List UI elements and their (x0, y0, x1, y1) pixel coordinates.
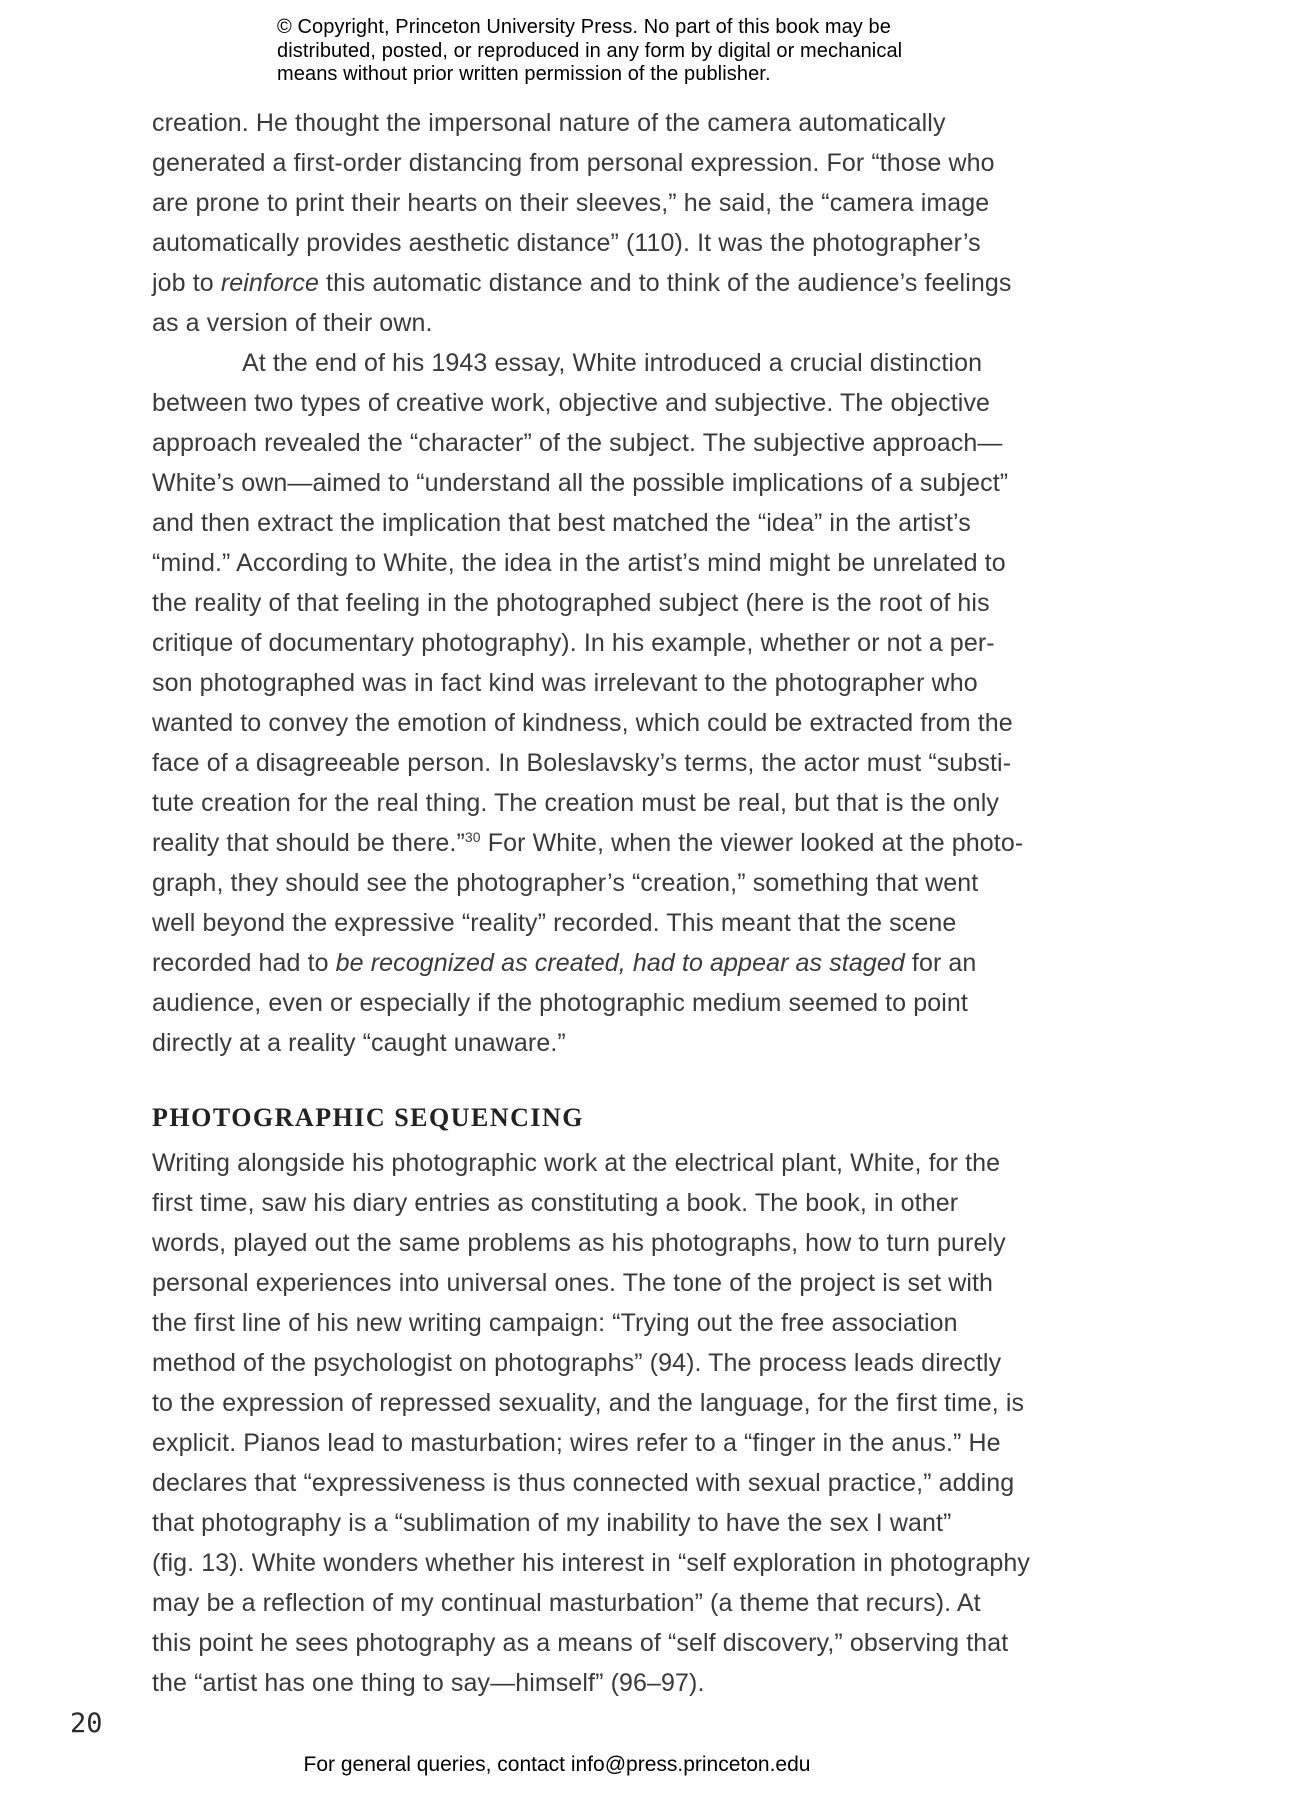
text-line: reality that should be there.”$^{30}$ For White, when the viewer looked at the photo- (152, 829, 1024, 857)
text-line: At the end of his 1943 essay, White introduced a crucial distinction (242, 349, 983, 377)
text-line: “mind.” According to White, the idea in the artist’s mind might be unrelated to (152, 549, 1006, 577)
text-line: the “artist has one thing to say—himself” (96–97). (152, 1669, 705, 1697)
footer-text: For general queries, contact info@press.princeton.edu (303, 1753, 811, 1776)
text-line: face of a disagreeable person. In Boleslavsky’s terms, the actor must “substi- (152, 749, 1012, 777)
text-line: White’s own—aimed to “understand all the possible implications of a subject” (152, 469, 1009, 497)
text-line: are prone to print their hearts on their sleeves,” he said, the “camera image (152, 189, 990, 217)
page-number: 20 (70, 1708, 103, 1739)
copyright-line: means without prior written permission of the publisher. (277, 63, 771, 85)
text-line: wanted to convey the emotion of kindness, which could be extracted from the (152, 709, 1013, 737)
text-line: to the expression of repressed sexuality, and the language, for the first time, is (152, 1389, 1025, 1417)
copyright-notice (277, 16, 902, 87)
text-line: job to reinforce this automatic distance and to think of the audience’s feelings (152, 269, 1012, 297)
text-line: automatically provides aesthetic distance” (110). It was the photographer’s (152, 229, 981, 257)
text-line: critique of documentary photography). In his example, whether or not a per- (152, 629, 995, 657)
page-footer (152, 1752, 962, 1778)
text-line: audience, even or especially if the photographic medium seemed to point (152, 989, 968, 1017)
text-line: personal experiences into universal ones. The tone of the project is set with (152, 1269, 994, 1297)
body-text-upper (152, 103, 1023, 1063)
text-line: well beyond the expressive “reality” recorded. This meant that the scene (152, 909, 957, 937)
text-line: that photography is a “sublimation of my inability to have the sex I want” (152, 1509, 952, 1537)
text-line: son photographed was in fact kind was irrelevant to the photographer who (152, 669, 978, 697)
text-line: approach revealed the “character” of the subject. The subjective approach— (152, 429, 1003, 457)
text-line: the reality of that feeling in the photographed subject (here is the root of his (152, 589, 990, 617)
text-line: may be a reflection of my continual masturbation” (a theme that recurs). At (152, 1589, 981, 1617)
body-text-lower (152, 1143, 1030, 1703)
text-line: between two types of creative work, objective and subjective. The objective (152, 389, 991, 417)
text-line: first time, saw his diary entries as constituting a book. The book, in other (152, 1189, 959, 1217)
text-line: and then extract the implication that best matched the “idea” in the artist’s (152, 509, 971, 537)
text-line: as a version of their own. (152, 309, 433, 337)
text-line: explicit. Pianos lead to masturbation; wires refer to a “finger in the anus.” He (152, 1429, 1001, 1457)
text-line: tute creation for the real thing. The creation must be real, but that is the only (152, 789, 1000, 817)
text-line: generated a first-order distancing from personal expression. For “those who (152, 149, 995, 177)
text-line: Writing alongside his photographic work at the electrical plant, White, for the (152, 1149, 1001, 1177)
text-line: this point he sees photography as a means of “self discovery,” observing that (152, 1629, 1009, 1657)
copyright-line: distributed, posted, or reproduced in any form by digital or mechanical (277, 39, 903, 62)
text-line: the first line of his new writing campaign: “Trying out the free association (152, 1309, 958, 1337)
footnote-ref: 30 (464, 829, 481, 845)
text-line: recorded had to be recognized as created, had to appear as staged for an (152, 949, 977, 977)
copyright-line: © Copyright, Princeton University Press. No part of this book may be (277, 16, 892, 38)
section-heading: PHOTOGRAPHIC SEQUENCING (152, 1103, 585, 1132)
text-line: declares that “expressiveness is thus connected with sexual practice,” adding (152, 1469, 1015, 1497)
text-line: words, played out the same problems as his photographs, how to turn purely (152, 1229, 1006, 1257)
text-line: method of the psychologist on photographs” (94). The process leads directly (152, 1349, 1002, 1377)
text-line: (fig. 13). White wonders whether his interest in “self exploration in photography (152, 1549, 1030, 1577)
text-line: directly at a reality “caught unaware.” (152, 1029, 566, 1057)
text-line: graph, they should see the photographer’s “creation,” something that went (152, 869, 979, 897)
text-line: creation. He thought the impersonal nature of the camera automatically (152, 109, 946, 137)
